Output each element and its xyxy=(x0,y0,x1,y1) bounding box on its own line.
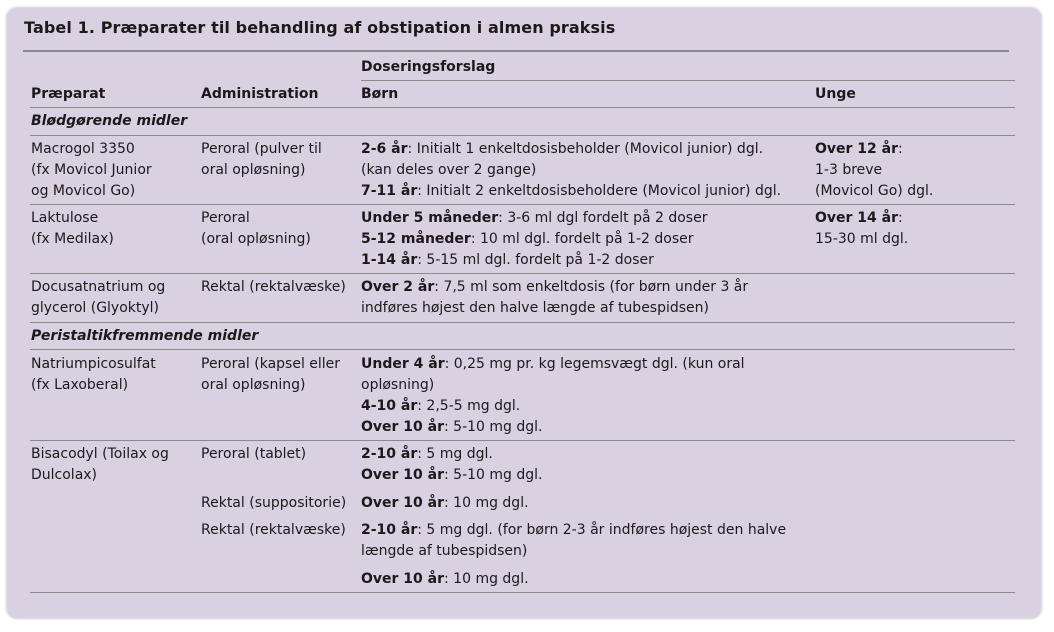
unge-cell: Over 12 år: 1-3 breve (Movicol Go) dgl. xyxy=(815,141,934,199)
header-administration: Administration xyxy=(201,86,319,102)
born-cell: Under 4 år: 0,25 mg pr. kg legemsvægt dgl. (kun oral opløsning) 4-10 år: 2,5-5 mg dgl. Over 10 år: 5-10 mg dgl. xyxy=(361,356,745,435)
preparat-cell: Macrogol 3350 (fx Movicol Junior og Movicol Go) xyxy=(31,141,152,199)
header-preparat: Præparat xyxy=(31,86,106,102)
row-rule xyxy=(30,135,1015,136)
administration-cell: Rektal (suppositorie) xyxy=(201,495,347,511)
row-rule xyxy=(30,349,1015,350)
section-title-softening: Blødgørende midler xyxy=(31,113,188,129)
preparat-cell: Natriumpicosulfat (fx Laxoberal) xyxy=(31,356,156,393)
born-cell: Over 10 år: 10 mg dgl. xyxy=(361,495,529,511)
preparat-cell: Laktulose (fx Medilax) xyxy=(31,210,114,247)
unge-cell: Over 14 år: 15-30 ml dgl. xyxy=(815,210,909,247)
section-title-peristaltic: Peristaltikfremmende midler xyxy=(31,328,259,344)
administration-cell: Peroral (oral opløsning) xyxy=(201,210,311,247)
row-rule xyxy=(30,107,1015,108)
administration-cell: Rektal (rektalvæske) xyxy=(201,522,346,538)
header-unge: Unge xyxy=(815,86,856,102)
row-rule xyxy=(30,440,1015,441)
row-rule xyxy=(30,273,1015,274)
administration-cell: Peroral (kapsel eller oral opløsning) xyxy=(201,356,341,393)
administration-cell: Peroral (pulver til oral opløsning) xyxy=(201,141,322,178)
header-born: Børn xyxy=(361,86,399,102)
administration-cell: Rektal (rektalvæske) xyxy=(201,279,346,295)
title-rule xyxy=(23,50,1009,52)
born-cell: 2-10 år: 5 mg dgl. (for børn 2-3 år indføres højest den halve længde af tubespidsen) Over 10 år: 10 mg dgl. xyxy=(361,522,787,587)
header-doseringsforslag: Doseringsforslag xyxy=(361,59,496,75)
administration-cell: Peroral (tablet) xyxy=(201,446,307,462)
preparat-cell: Docusatnatrium og glycerol (Glyoktyl) xyxy=(31,279,166,316)
born-cell: 2-6 år: Initialt 1 enkeltdosisbeholder (Movicol junior) dgl. (kan deles over 2 gange) 7-11 år: Initialt 2 enkeltdosisbeholdere (Movicol junior) dgl. xyxy=(361,141,782,199)
header-subrule xyxy=(361,80,1015,81)
row-rule xyxy=(30,204,1015,205)
born-cell: Under 5 måneder: 3-6 ml dgl fordelt på 2 doser 5-12 måneder: 10 ml dgl. fordelt på 1-2 doser 1-14 år: 5-15 ml dgl. fordelt på 1-2 doser xyxy=(361,210,708,268)
table-bottom-rule xyxy=(30,592,1015,593)
table-title: Tabel 1. Præparater til behandling af obstipation i almen praksis xyxy=(24,18,616,37)
preparat-cell: Bisacodyl (Toilax og Dulcolax) xyxy=(31,446,169,483)
born-cell: Over 2 år: 7,5 ml som enkeltdosis (for børn under 3 år indføres højest den halve længde af tubespidsen) xyxy=(361,279,749,316)
born-cell: 2-10 år: 5 mg dgl. Over 10 år: 5-10 mg dgl. xyxy=(361,446,543,483)
row-rule xyxy=(30,322,1015,323)
